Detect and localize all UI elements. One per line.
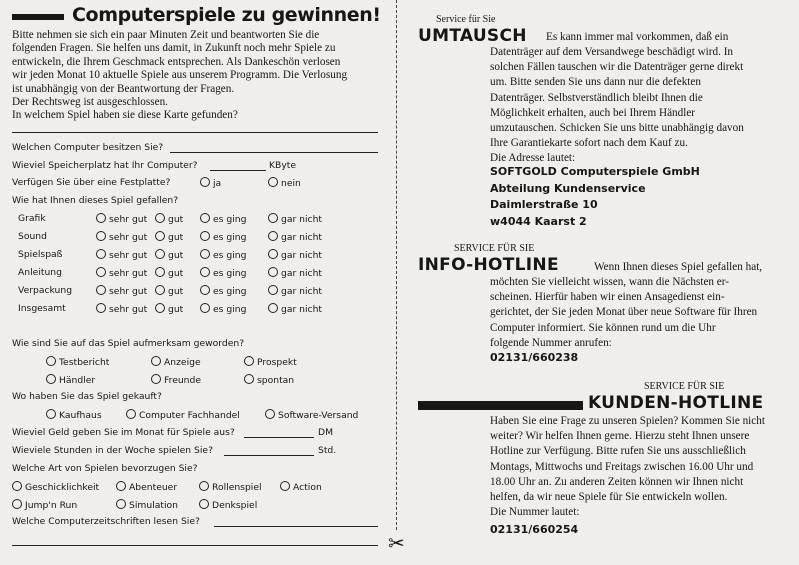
rating-option[interactable] (155, 231, 183, 243)
radio-circle[interactable] (46, 356, 56, 366)
game-name-field[interactable] (12, 132, 378, 133)
intro-line: Bitte nehmen sie sich ein paar Minuten Zeit und beantworten Sie die (12, 29, 320, 41)
computer-field[interactable] (170, 152, 378, 153)
option-label: Software-Versand (278, 410, 359, 421)
option-label: gar nicht (281, 250, 323, 261)
option-label: Prospekt (257, 357, 297, 368)
kunden-service-label: SERVICE FÜR SIE (644, 381, 725, 392)
rating-row-label: Spielspaß (18, 249, 63, 260)
rating-option[interactable] (200, 231, 246, 243)
umtausch-body (490, 45, 790, 167)
survey-card (10, 0, 382, 565)
radio-circle[interactable] (96, 231, 106, 241)
radio-circle[interactable] (151, 356, 161, 366)
kunden-line: Haben Sie eine Frage zu unseren Spielen? Kommen Sie nicht (490, 415, 765, 427)
intro-line: entwickeln, die Ihrem Geschmack entsprechen. Als Dankeschön verlosen (12, 55, 341, 68)
option-label: gut (168, 304, 184, 315)
genre-option[interactable] (12, 499, 77, 511)
option-label: Simulation (129, 500, 178, 511)
option-label: Kaufhaus (59, 410, 102, 421)
info-heading: INFO-HOTLINE (418, 255, 559, 275)
option-label: gar nicht (281, 304, 323, 315)
question-hours: Wieviele Stunden in der Woche spielen Sie? (12, 445, 213, 456)
attention-option[interactable] (151, 374, 201, 386)
radio-circle[interactable] (151, 374, 161, 384)
umtausch-service-label: Service für Sie (436, 14, 496, 25)
kunden-heading: KUNDEN-HOTLINE (588, 393, 764, 413)
option-label: sehr gut (109, 286, 148, 297)
option-label: Jump'n Run (25, 500, 78, 511)
option-label: es ging (213, 286, 247, 297)
radio-circle[interactable] (200, 249, 210, 259)
rating-option[interactable] (200, 249, 246, 261)
question-bought: Wo haben Sie das Spiel gekauft? (12, 391, 162, 402)
radio-circle[interactable] (244, 356, 254, 366)
option-label: gar nicht (281, 268, 323, 279)
option-label: Computer Fachhandel (139, 410, 240, 421)
rating-row-label: Insgesamt (18, 303, 66, 314)
question-memory: Wieviel Speicherplatz hat Ihr Computer? (12, 160, 198, 171)
option-label: sehr gut (109, 250, 148, 261)
rating-option[interactable] (268, 303, 322, 315)
rating-option[interactable] (96, 267, 147, 279)
radio-circle[interactable] (199, 481, 209, 491)
radio-circle[interactable] (126, 409, 136, 419)
radio-circle[interactable] (200, 285, 210, 295)
rating-row-label: Anleitung (18, 267, 62, 278)
memory-field[interactable] (210, 170, 266, 171)
radio-circle[interactable] (200, 213, 210, 223)
option-label: sehr gut (109, 304, 148, 315)
option-label: es ging (213, 214, 247, 225)
rating-option[interactable] (200, 213, 246, 225)
option-label: nein (281, 178, 301, 189)
option-label: Abenteuer (129, 482, 178, 493)
survey-title: Computerspiele zu gewinnen! (72, 4, 381, 26)
genre-option[interactable] (199, 499, 257, 511)
rating-option[interactable] (155, 213, 183, 225)
radio-circle[interactable] (46, 374, 56, 384)
bought-option[interactable] (126, 409, 240, 421)
rating-option[interactable] (268, 213, 322, 225)
question-genre: Welche Art von Spielen bevorzugen Sie? (12, 463, 198, 474)
option-label: Geschicklichkeit (25, 482, 100, 493)
option-label: gut (168, 286, 184, 297)
radio-circle[interactable] (268, 213, 278, 223)
radio-circle[interactable] (268, 249, 278, 259)
umtausch-line: umzutauschen. Schicken Sie uns bitte unabhängig davon (490, 122, 744, 135)
kunden-line: Hotline zur Verfügung. Bitte rufen Sie uns ausschließlich (490, 445, 746, 458)
genre-option[interactable] (116, 499, 178, 511)
radio-circle[interactable] (244, 374, 254, 384)
address-line: SOFTGOLD Computerspiele GmbH (490, 165, 700, 178)
rating-option[interactable] (268, 285, 322, 297)
memory-unit: KByte (269, 160, 297, 171)
hotline-bar (418, 401, 583, 410)
radio-circle[interactable] (199, 499, 209, 509)
attention-option[interactable] (244, 374, 294, 386)
radio-circle[interactable] (268, 285, 278, 295)
genre-option[interactable] (199, 481, 262, 493)
bought-option[interactable] (46, 409, 102, 421)
umtausch-line: Die Adresse lautet: (490, 152, 576, 165)
option-label: Rollenspiel (212, 482, 262, 493)
radio-circle[interactable] (155, 231, 165, 241)
money-field[interactable] (244, 437, 314, 438)
option-label: gut (168, 214, 184, 225)
attention-option[interactable] (151, 356, 201, 368)
kunden-phone-number: 02131/660254 (490, 523, 579, 536)
info-line: Computer informiert. Sie können rund um die Uhr (490, 321, 716, 334)
radio-circle[interactable] (12, 481, 22, 491)
intro-line: folgenden Fragen. Sie helfen uns damit, in Zukunft noch mehr Spiele zu (12, 42, 336, 55)
radio-circle[interactable] (200, 231, 210, 241)
money-unit: DM (318, 427, 334, 438)
umtausch-line: um. Bitte senden Sie uns dann nur die defekten (490, 76, 701, 89)
attention-option[interactable] (46, 374, 95, 386)
hours-field[interactable] (224, 455, 314, 456)
option-label: sehr gut (109, 232, 148, 243)
kunden-line: weiter? Wir helfen Ihnen gerne. Hierzu steht Ihnen unsere (490, 430, 750, 443)
radio-circle[interactable] (116, 499, 126, 509)
address-line: Abteilung Kundenservice (490, 181, 646, 195)
genre-option[interactable] (280, 481, 322, 493)
address-line: Daimlerstraße 10 (490, 198, 598, 212)
option-label: Freunde (164, 375, 201, 386)
question-rating: Wie hat Ihnen dieses Spiel gefallen? (12, 195, 179, 206)
umtausch-heading: UMTAUSCH (418, 26, 527, 46)
radio-circle[interactable] (268, 231, 278, 241)
radio-circle[interactable] (96, 213, 106, 223)
kunden-line: Montags, Mittwochs und Freitags zwischen 16.00 Uhr und (490, 460, 754, 473)
radio-circle[interactable] (155, 267, 165, 277)
radio-circle[interactable] (155, 213, 165, 223)
rating-option[interactable] (200, 303, 246, 315)
radio-circle[interactable] (96, 267, 106, 277)
intro-line: ist unabhängig von der Beantwortung der Fragen. (12, 82, 235, 95)
address-line: w4044 Kaarst 2 (490, 214, 587, 228)
info-line: gerichtet, der Sie jeden Monat über neue Software für Ihren (490, 306, 758, 319)
radio-circle[interactable] (96, 303, 106, 313)
rating-option[interactable] (155, 249, 183, 261)
option-label: es ging (213, 304, 247, 315)
option-label: Händler (59, 375, 96, 386)
info-service-label: SERVICE FÜR SIE (454, 243, 535, 254)
scissors-icon: ✂ (388, 531, 405, 555)
option-label: Action (293, 482, 322, 493)
option-label: spontan (257, 375, 295, 386)
rating-option[interactable] (96, 285, 147, 297)
umtausch-line: Es kann immer mal vorkommen, daß ein (546, 31, 729, 43)
radio-circle[interactable] (200, 267, 210, 277)
option-label: gut (168, 268, 184, 279)
question-attention: Wie sind Sie auf das Spiel aufmerksam geworden? (12, 338, 245, 349)
rating-option[interactable] (96, 303, 147, 315)
umtausch-address (490, 164, 700, 230)
option-label: gut (168, 232, 184, 243)
kunden-line: helfen, da wir neue Spiele für Sie entwickeln wollen. (490, 491, 728, 504)
rating-option[interactable] (268, 231, 322, 243)
intro-line: In welchem Spiel haben sie diese Karte gefunden? (12, 109, 238, 122)
radio-circle[interactable] (96, 249, 106, 259)
intro-line: Der Rechtsweg ist ausgeschlossen. (12, 96, 168, 109)
option-label: Testbericht (59, 357, 110, 368)
info-phone-number: 02131/660238 (490, 351, 579, 364)
info-line: Wenn Ihnen dieses Spiel gefallen hat, (594, 261, 763, 273)
kunden-line: Die Nummer lautet: (490, 506, 580, 519)
rating-row-label: Verpackung (18, 285, 73, 296)
harddisk-option[interactable] (200, 177, 221, 189)
kunden-body (490, 414, 790, 520)
option-label: sehr gut (109, 214, 148, 225)
option-label: Anzeige (164, 357, 201, 368)
question-money: Wieviel Geld geben Sie im Monat für Spiele aus? (12, 427, 235, 438)
radio-circle[interactable] (200, 177, 210, 187)
question-harddisk: Verfügen Sie über eine Festplatte? (12, 177, 171, 188)
rating-option[interactable] (200, 267, 246, 279)
info-line: scheinen. Hierfür haben wir einen Ansagedienst ein- (490, 291, 725, 304)
radio-circle[interactable] (46, 409, 56, 419)
option-label: Denkspiel (212, 500, 258, 511)
rating-option[interactable] (200, 285, 246, 297)
umtausch-line: Datenträger auf dem Versandwege beschädigt wird. In (490, 46, 734, 58)
rating-option[interactable] (155, 285, 183, 297)
radio-circle[interactable] (116, 481, 126, 491)
rating-option[interactable] (96, 213, 147, 225)
rating-option[interactable] (268, 267, 322, 279)
kunden-line: 18.00 Uhr an. Zu anderen Zeiten können wir Ihnen nicht (490, 475, 744, 488)
attention-option[interactable] (244, 356, 297, 368)
bought-option[interactable] (265, 409, 358, 421)
title-bar (12, 14, 64, 20)
option-label: sehr gut (109, 268, 148, 279)
rating-option[interactable] (155, 303, 183, 315)
radio-circle[interactable] (268, 303, 278, 313)
umtausch-line: Möglichkeit erhalten, auch bei Ihrem Händler (490, 106, 696, 119)
umtausch-line: Ihre Garantiekarte sofort nach dem Kauf zu. (490, 137, 688, 150)
option-label: es ging (213, 268, 247, 279)
genre-option[interactable] (12, 481, 99, 493)
attention-option[interactable] (46, 356, 109, 368)
intro-line: wir jeden Monat 10 aktuelle Spiele aus unserem Programm. Die Verlosung (12, 69, 348, 82)
radio-circle[interactable] (268, 267, 278, 277)
cut-line (396, 0, 397, 530)
genre-option[interactable] (116, 481, 177, 493)
radio-circle[interactable] (268, 177, 278, 187)
radio-circle[interactable] (265, 409, 275, 419)
rating-option[interactable] (155, 267, 183, 279)
radio-circle[interactable] (200, 303, 210, 313)
radio-circle[interactable] (12, 499, 22, 509)
question-computer: Welchen Computer besitzen Sie? (12, 142, 164, 153)
magazines-field-2[interactable] (12, 545, 378, 546)
rating-option[interactable] (268, 249, 322, 261)
option-label: gar nicht (281, 214, 323, 225)
rating-row-label: Sound (18, 231, 47, 242)
hours-unit: Std. (318, 445, 337, 456)
option-label: gut (168, 250, 184, 261)
option-label: es ging (213, 250, 247, 261)
radio-circle[interactable] (155, 249, 165, 259)
option-label: gar nicht (281, 232, 323, 243)
rating-row-label: Grafik (18, 213, 46, 224)
magazines-field[interactable] (214, 526, 378, 527)
rating-option[interactable] (96, 249, 147, 261)
info-line: folgende Nummer anrufen: (490, 336, 612, 349)
question-magazines: Welche Computerzeitschriften lesen Sie? (12, 516, 200, 527)
info-body (490, 275, 790, 351)
option-label: es ging (213, 232, 247, 243)
radio-circle[interactable] (155, 303, 165, 313)
survey-intro (12, 29, 382, 123)
umtausch-line: solchen Fällen tauschen wir die Datenträger gerne direkt (490, 61, 744, 74)
harddisk-option[interactable] (268, 177, 301, 189)
option-label: ja (213, 178, 222, 189)
option-label: gar nicht (281, 286, 323, 297)
umtausch-line: Datenträger. Selbstverständlich bleibt Ihnen die (490, 91, 703, 104)
radio-circle[interactable] (96, 285, 106, 295)
info-line: möchten Sie vielleicht wissen, wann die Nächsten er- (490, 276, 729, 288)
rating-option[interactable] (96, 231, 147, 243)
radio-circle[interactable] (155, 285, 165, 295)
radio-circle[interactable] (280, 481, 290, 491)
